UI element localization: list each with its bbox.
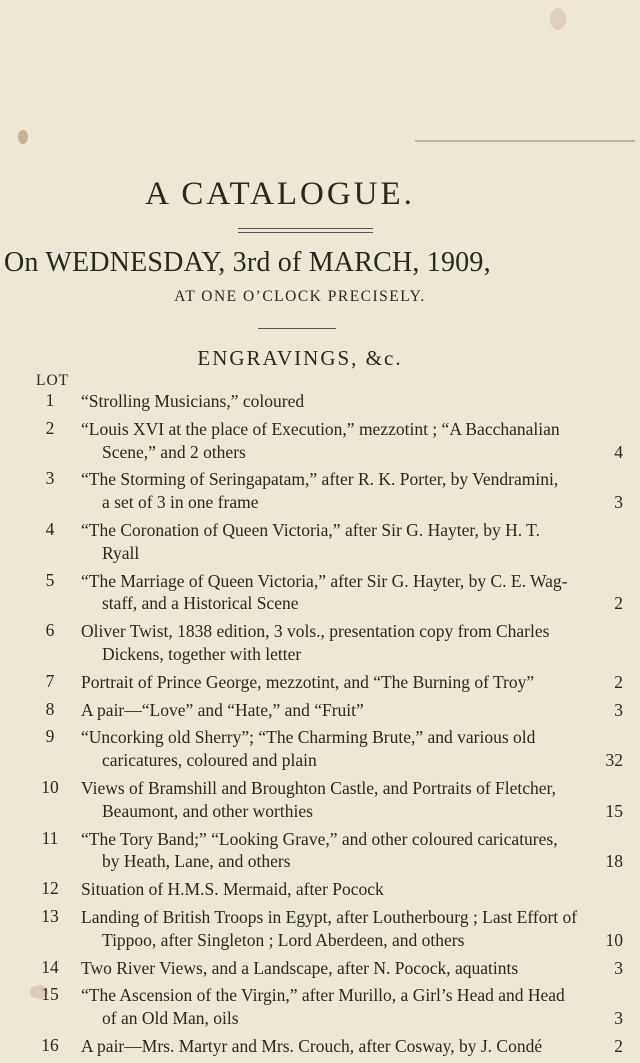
lot-number: 4	[45, 518, 55, 539]
lot-description-text: Portrait of Prince George, mezzotint, and “The Burning of Troy”	[81, 671, 535, 692]
lot-description-line	[102, 749, 623, 772]
lot-number: 9	[45, 726, 55, 747]
lot-entry	[0, 570, 640, 616]
lot-description-text: “The Tory Band;” “Looking Grave,” and other coloured caricatures,	[81, 828, 558, 849]
lot-list	[0, 390, 640, 1063]
lot-entry	[0, 519, 640, 565]
lot-quantity: 18	[605, 851, 623, 872]
lot-number: 8	[45, 698, 55, 719]
lot-description-text: “The Marriage of Queen Victoria,” after Sir G. Hayter, by C. E. Wag-	[81, 570, 568, 591]
lot-description-line	[81, 726, 623, 749]
lot-number: 14	[41, 956, 59, 977]
lot-number: 11	[41, 827, 59, 848]
lot-quantity: 3	[614, 957, 623, 978]
lot-column-heading: LOT	[36, 372, 70, 389]
lot-description-text: caricatures, coloured and plain	[102, 750, 317, 771]
lot-description-text: A pair—“Love” and “Hate,” and “Fruit”	[81, 699, 364, 720]
lot-description-text: Two River Views, and a Landscape, after N. Pocock, aquatints	[81, 957, 519, 978]
lot-description-text: Scene,” and 2 others	[102, 441, 246, 462]
lot-description-text: by Heath, Lane, and others	[102, 851, 291, 872]
lot-description-line	[102, 491, 623, 514]
lot-number: 15	[41, 984, 59, 1005]
lot-description-line	[102, 592, 623, 615]
lot-quantity: 3	[614, 699, 623, 720]
lot-number: 13	[41, 905, 59, 926]
lot-description-text: “The Storming of Seringapatam,” after R. K. Porter, by Vendramini,	[81, 469, 559, 490]
section-heading: ENGRAVINGS, &c.	[197, 346, 403, 370]
lot-description-text: A pair—Mrs. Martyr and Mrs. Crouch, after Cosway, by J. Condé	[81, 1035, 543, 1056]
lot-number: 6	[45, 620, 55, 641]
lot-description-text: Ryall	[102, 542, 140, 563]
lot-description-line	[102, 850, 623, 873]
lot-description-line	[102, 643, 623, 666]
lot-description-line	[81, 620, 623, 643]
lot-description-line	[102, 800, 623, 823]
lot-description-text: Beaumont, and other worthies	[102, 800, 313, 821]
lot-entry	[0, 1035, 640, 1058]
lot-description-line	[81, 828, 623, 851]
section-rule	[258, 328, 336, 329]
lot-quantity: 3	[614, 492, 623, 513]
lot-description-line	[81, 878, 623, 901]
lot-number: 2	[45, 417, 55, 438]
lot-entry	[0, 984, 640, 1030]
lot-description-line	[81, 1035, 623, 1058]
lot-description-text: staff, and a Historical Scene	[102, 593, 299, 614]
lot-quantity: 2	[614, 1035, 623, 1056]
lot-description-text: “The Coronation of Queen Victoria,” after Sir G. Hayter, by H. T.	[81, 519, 540, 540]
lot-description-line	[81, 777, 623, 800]
lot-description-text: Oliver Twist, 1838 edition, 3 vols., presentation copy from Charles	[81, 621, 550, 642]
lot-number: 1	[45, 390, 55, 410]
lot-entry	[0, 671, 640, 694]
lot-description-line	[81, 570, 623, 593]
lot-number: 7	[45, 670, 55, 691]
lot-entry	[0, 878, 640, 901]
lot-entry	[0, 699, 640, 722]
lot-entry	[0, 468, 640, 514]
lot-description-text: Views of Bramshill and Broughton Castle, and Portraits of Fletcher,	[81, 777, 557, 798]
lot-description-text: Situation of H.M.S. Mermaid, after Pocock	[81, 879, 384, 900]
lot-description-line	[81, 671, 623, 694]
lot-description-text: Landing of British Troops in Egypt, after Loutherbourg ; Last Effort of	[81, 906, 578, 927]
lot-description-line	[81, 957, 623, 980]
lot-description-text: “The Ascension of the Virgin,” after Murillo, a Girl’s Head and Head	[81, 985, 565, 1006]
lot-description-text: of an Old Man, oils	[102, 1008, 239, 1029]
lot-entry	[0, 777, 640, 823]
lot-quantity: 2	[614, 671, 623, 692]
lot-number: 12	[41, 878, 59, 899]
lot-entry	[0, 726, 640, 772]
lot-quantity: 3	[614, 1008, 623, 1029]
lot-number: 3	[45, 468, 55, 489]
title-double-rule	[238, 228, 373, 233]
lot-description-line	[81, 984, 623, 1007]
lot-quantity: 4	[614, 441, 623, 462]
lot-quantity: 2	[614, 593, 623, 614]
lot-description-line	[81, 418, 623, 441]
faint-top-rule	[415, 140, 635, 142]
lot-entry	[0, 620, 640, 666]
lot-description-text: “Strolling Musicians,” coloured	[81, 391, 305, 411]
lot-entry	[0, 418, 640, 464]
sale-date-line: On WEDNESDAY, 3rd of MARCH, 1909,	[4, 247, 491, 278]
page-stain	[18, 130, 28, 144]
sale-time-line: AT ONE O’CLOCK PRECISELY.	[174, 288, 426, 305]
lot-description-text: Dickens, together with letter	[102, 643, 302, 664]
page-stain	[550, 8, 566, 30]
catalogue-title: A CATALOGUE.	[145, 176, 415, 212]
lot-entry	[0, 957, 640, 980]
lot-entry	[0, 828, 640, 874]
lot-quantity: 32	[605, 750, 623, 771]
lot-number: 5	[45, 569, 55, 590]
lot-description-line	[81, 906, 623, 929]
lot-description-line	[102, 441, 623, 464]
lot-quantity: 15	[605, 800, 623, 821]
lot-quantity: 10	[605, 929, 623, 950]
lot-number: 10	[41, 776, 59, 797]
lot-entry	[0, 906, 640, 952]
lot-number: 16	[41, 1034, 59, 1055]
lot-description-line	[102, 542, 623, 565]
lot-entry	[0, 390, 640, 413]
lot-description-text: “Louis XVI at the place of Execution,” mezzotint ; “A Bacchanalian	[81, 418, 560, 439]
lot-description-text: a set of 3 in one frame	[102, 492, 259, 513]
lot-description-line	[102, 1007, 623, 1030]
lot-description-line	[81, 519, 623, 542]
lot-description-text: “Uncorking old Sherry”; “The Charming Brute,” and various old	[81, 727, 536, 748]
lot-description-line	[81, 699, 623, 722]
lot-description-line	[102, 929, 623, 952]
lot-description-line	[81, 390, 623, 413]
lot-description-line	[81, 468, 623, 491]
lot-description-text: Tippoo, after Singleton ; Lord Aberdeen, and others	[102, 929, 465, 950]
